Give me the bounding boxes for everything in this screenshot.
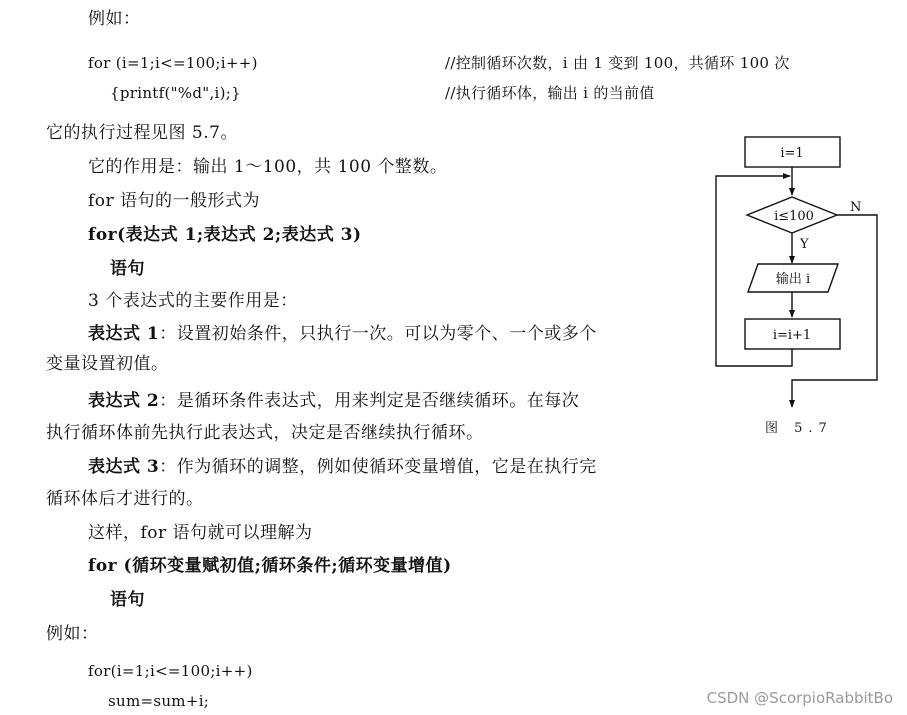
para-execution-ref: 它的执行过程见图 5.7。: [46, 123, 238, 143]
figure-caption: 图 5.7: [765, 421, 833, 436]
code-comment-loop-count: //控制循环次数，i 由 1 变到 100，共循环 100 次: [445, 54, 790, 72]
expr1-line: [88, 323, 597, 345]
flow-condition-text: i≤100: [774, 209, 814, 224]
syntax-general: for(表达式 1;表达式 2;表达式 3): [88, 225, 362, 245]
expr1-text: ：设置初始条件，只执行一次。可以为零个、一个或多个: [159, 324, 597, 344]
para-three-expressions: 3 个表达式的主要作用是：: [88, 291, 298, 311]
flow-yes-label: Y: [800, 237, 809, 252]
expr1-label: 表达式 1: [88, 324, 160, 344]
expr2-line-cont: 执行循环体前先执行此表达式，决定是否继续执行循环。: [46, 423, 484, 443]
expr1-line-cont: 变量设置初值。: [46, 354, 169, 374]
expr2-line: [88, 390, 579, 412]
syntax-general-statement: 语句: [110, 259, 145, 279]
watermark: CSDN @ScorpioRabbitBo: [706, 689, 893, 707]
para-purpose: 它的作用是：输出 1～100，共 100 个整数。: [88, 157, 448, 177]
para-general-form: for 语句的一般形式为: [88, 191, 261, 211]
code-line-printf: {printf("%d",i);}: [110, 84, 241, 102]
flow-no-label: N: [850, 200, 862, 215]
flowchart-figure: [700, 122, 895, 442]
expr3-text: ：作为循环的调整，例如使循环变量增值，它是在执行完: [159, 457, 597, 477]
expr3-line-cont: 循环体后才进行的。: [46, 489, 204, 509]
flow-init-text: i=1: [780, 146, 804, 161]
flow-increment-text: i=i+1: [772, 328, 812, 343]
flow-output-text: 输出 i: [775, 272, 811, 287]
para-understand-as: 这样，for 语句就可以理解为: [88, 523, 313, 543]
expr3-line: [88, 456, 597, 478]
code-comment-loop-body: //执行循环体，输出 i 的当前值: [445, 84, 655, 102]
syntax-understood-statement: 语句: [110, 590, 145, 610]
syntax-understood: for (循环变量赋初值;循环条件;循环变量增值): [88, 556, 452, 576]
code-line-for: for (i=1;i<=100;i++): [88, 54, 258, 72]
code2-line-for: for(i=1;i<=100;i++): [88, 662, 253, 680]
expr2-text: ：是循环条件表达式，用来判定是否继续循环。在每次: [159, 391, 580, 411]
expr2-label: 表达式 2: [88, 391, 160, 411]
expr3-label: 表达式 3: [88, 457, 160, 477]
example2-label: 例如：: [46, 624, 99, 644]
code2-line-sum: sum=sum+i;: [108, 692, 210, 710]
example-label: 例如：: [88, 9, 141, 29]
